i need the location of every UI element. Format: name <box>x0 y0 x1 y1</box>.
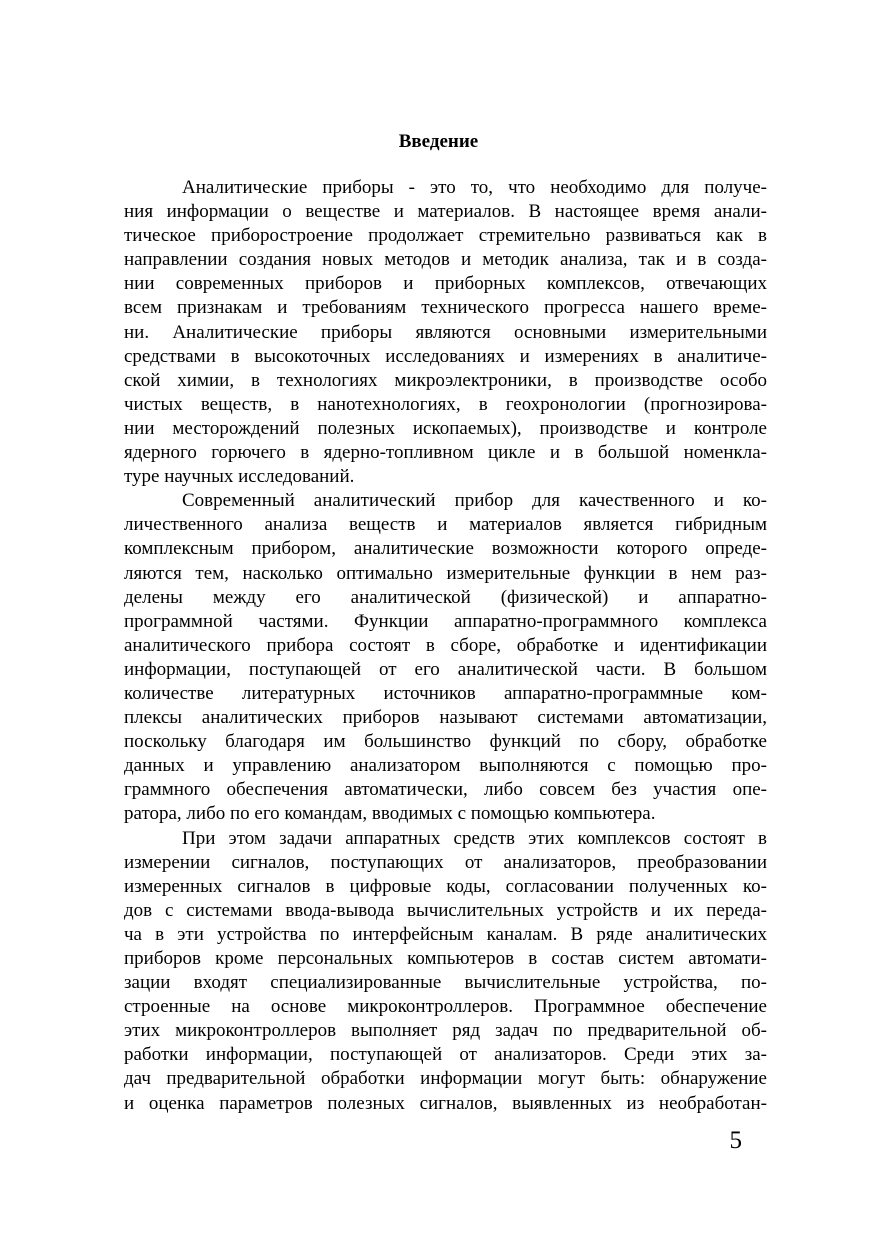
text-line: направлении создания новых методов и методик анализа, так и в созда- <box>124 249 767 271</box>
text-line: ни. Аналитические приборы являются основными измерительными <box>124 321 767 343</box>
text-line: При этом задачи аппаратных средств этих комплексов состоят в <box>182 827 767 849</box>
text-line: работки информации, поступающей от анализаторов. Среди этих за- <box>124 1044 767 1066</box>
text-line: плексы аналитических приборов называют системами автоматизации, <box>124 707 767 729</box>
text-line: дов с системами ввода-вывода вычислительных устройств и их переда- <box>124 899 767 921</box>
text-line: приборов кроме персональных компьютеров в состав систем автомати- <box>124 948 767 969</box>
text-line: аналитического прибора состоят в сборе, обработке и идентификации <box>124 634 767 656</box>
text-line: дач предварительной обработки информации могут быть: обнаружение <box>124 1068 767 1090</box>
text-line: ча в эти устройства по интерфейсным каналам. В ряде аналитических <box>124 923 767 945</box>
text-line: туре научных исследований. <box>124 466 355 488</box>
text-line: Современный аналитический прибор для качественного и ко- <box>182 490 767 512</box>
text-line: ской химии, в технологиях микроэлектроники, в производстве особо <box>124 369 767 391</box>
page-number: 5 <box>729 1127 742 1154</box>
paragraph-2 <box>124 489 767 826</box>
text-line: делены между его аналитической (физической) и аппаратно- <box>124 586 767 608</box>
text-line: информации, поступающей от его аналитической части. В большом <box>124 658 767 680</box>
text-line: данных и управлению анализатором выполняются с помощью про- <box>124 755 767 777</box>
text-line: и оценка параметров полезных сигналов, выявленных из необработан- <box>124 1092 767 1114</box>
text-line: комплексным прибором, аналитические возможности которого опреде- <box>124 538 767 560</box>
text-line: ляются тем, насколько оптимально измерительные функции в нем раз- <box>124 562 767 584</box>
text-line: нии месторождений полезных ископаемых), производстве и контроле <box>124 417 767 439</box>
text-line: ратора, либо по его командам, вводимых с помощью компьютера. <box>124 803 656 825</box>
section-title: Введение <box>398 131 479 152</box>
text-line: количестве литературных источников аппаратно-программные ком- <box>124 682 767 704</box>
text-line: ядерного горючего в ядерно-топливном цикле и в большой номенкла- <box>124 442 767 464</box>
text-line: поскольку благодаря им большинство функций по сбору, обработке <box>124 731 767 753</box>
paragraph-3 <box>124 827 767 1116</box>
text-line: личественного анализа веществ и материалов является гибридным <box>124 514 767 536</box>
text-line: всем признакам и требованиям технического прогресса нашего време- <box>124 297 767 319</box>
text-line: зации входят специализированные вычислительные устройства, по- <box>124 972 767 994</box>
text-line: средствами в высокоточных исследованиях и измерениях в аналитиче- <box>124 345 767 367</box>
text-line: нии современных приборов и приборных комплексов, отвечающих <box>124 273 767 295</box>
text-line: измеренных сигналов в цифровые коды, согласовании полученных ко- <box>124 875 767 897</box>
text-line: этих микроконтроллеров выполняет ряд задач по предварительной об- <box>124 1020 767 1042</box>
text-line: Аналитические приборы - это то, что необходимо для получе- <box>182 177 767 198</box>
text-line: граммного обеспечения автоматически, либо совсем без участия опе- <box>124 779 767 801</box>
text-line: чистых веществ, в нанотехнологиях, в геохронологии (прогнозирова- <box>124 393 767 415</box>
body-text <box>124 176 767 1116</box>
text-line: тическое приборостроение продолжает стремительно развиваться как в <box>124 225 767 247</box>
text-line: измерении сигналов, поступающих от анализаторов, преобразовании <box>124 851 767 873</box>
text-line: строенные на основе микроконтроллеров. Программное обеспечение <box>124 996 767 1018</box>
text-line: программной частями. Функции аппаратно-программного комплекса <box>124 610 767 632</box>
text-line: ния информации о веществе и материалов. В настоящее время анали- <box>124 201 767 223</box>
paragraph-1 <box>124 176 767 489</box>
